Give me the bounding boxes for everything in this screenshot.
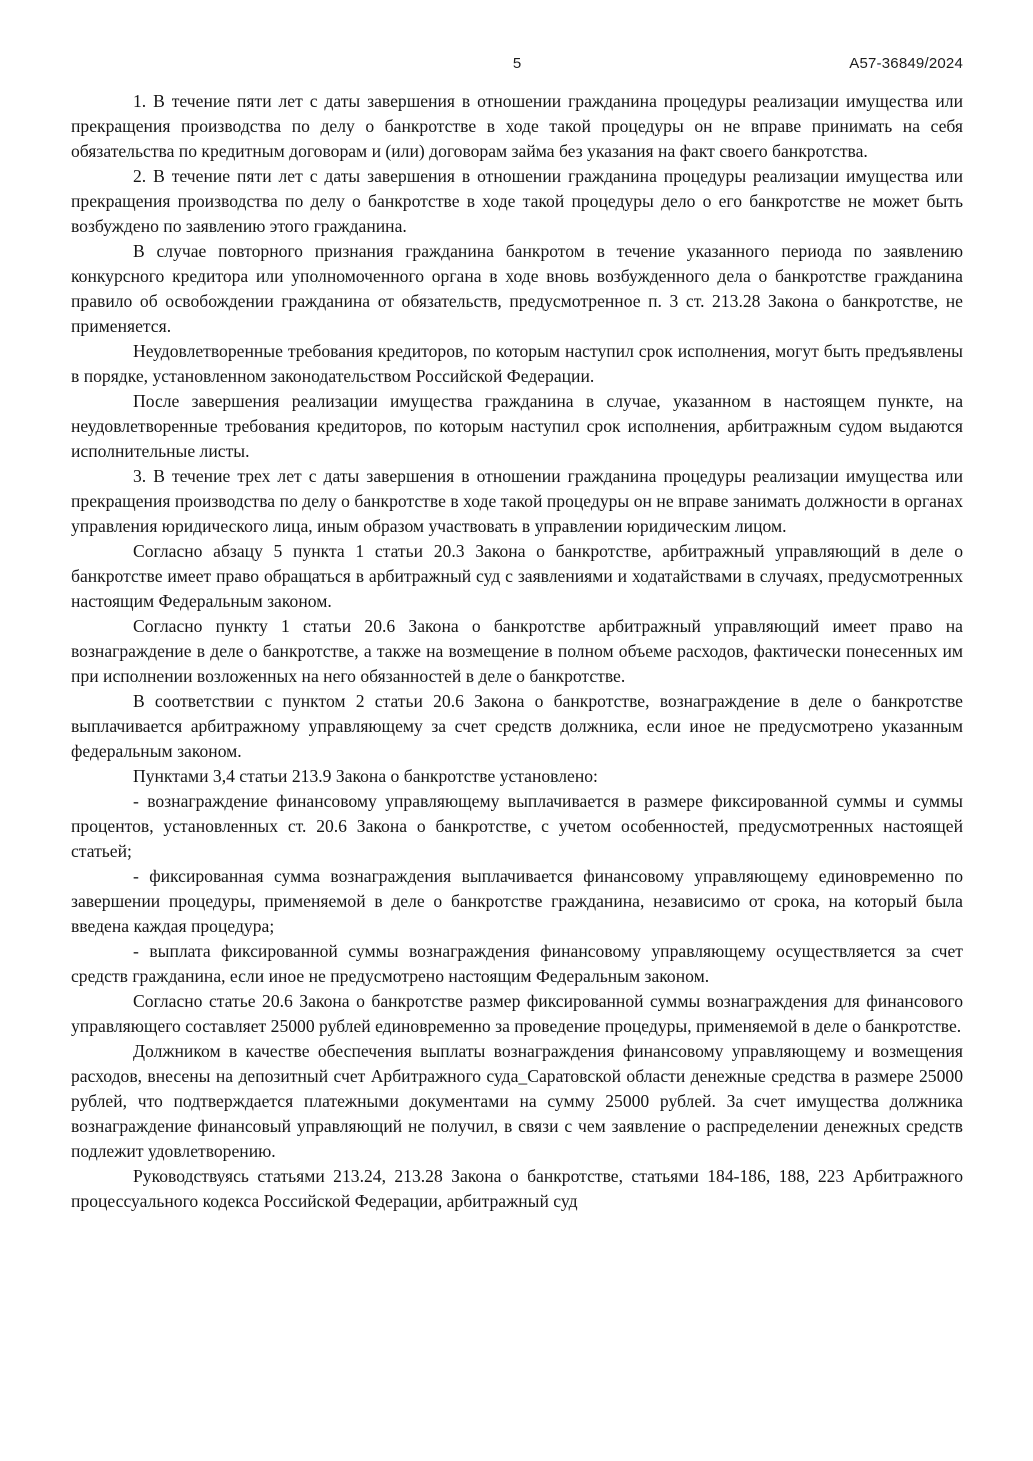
paragraph: - вознаграждение финансовому управляющему выплачивается в размере фиксированной суммы и суммы процентов, установленных ст. 20.6 Закона о банкротстве, с учетом особенностей, предусмотренных настоящей статьей;	[71, 791, 963, 861]
paragraph: Согласно статье 20.6 Закона о банкротстве размер фиксированной суммы вознаграждения для финансового управляющего составляет 25000 рублей единовременно за проведение процедуры, применяемой в деле о банкротстве.	[71, 991, 963, 1036]
paragraph: После завершения реализации имущества гражданина в случае, указанном в настоящем пункте, на неудовлетворенные требования кредиторов, по которым наступил срок исполнения, арбитражным судом выдаются исполнительные листы.	[71, 391, 963, 461]
paragraph: Неудовлетворенные требования кредиторов, по которым наступил срок исполнения, могут быть предъявлены в порядке, установленном законодательством Российской Федерации.	[71, 341, 963, 386]
paragraph: - выплата фиксированной суммы вознаграждения финансовому управляющему осуществляется за счет средств гражданина, если иное не предусмотрено настоящим Федеральным законом.	[71, 941, 963, 986]
page-number: 5	[512, 55, 522, 72]
paragraph: - фиксированная сумма вознаграждения выплачивается финансовому управляющему единовременно по завершении процедуры, применяемой в деле о банкротстве гражданина, независимо от срока, на который была введена каждая процедура;	[71, 866, 963, 936]
paragraph: 3. В течение трех лет с даты завершения в отношении гражданина процедуры реализации имущества или прекращения производства по делу о банкротстве в ходе такой процедуры он не вправе занимать должности в органах управления юридического лица, иным образом участвовать в управлении юридическим лицом.	[71, 466, 963, 536]
paragraph: В соответствии с пунктом 2 статьи 20.6 Закона о банкротстве, вознаграждение в деле о банкротстве выплачивается арбитражному управляющему за счет средств должника, если иное не предусмотрено указанным федеральным законом.	[71, 691, 963, 761]
paragraph: Согласно пункту 1 статьи 20.6 Закона о банкротстве арбитражный управляющий имеет право на вознаграждение в деле о банкротстве, а также на возмещение в полном объеме расходов, фактически понесенных им при исполнении возложенных на него обязанностей в деле о банкротстве.	[71, 616, 963, 686]
page-header	[71, 55, 963, 75]
paragraph: Должником в качестве обеспечения выплаты вознаграждения финансовому управляющему и возмещения расходов, внесены на депозитный счет Арбитражного суда_Саратовской области денежные средства в размере 25000 рублей, что подтверждается платежными документами на сумму 25000 рублей. За счет имущества должника вознаграждение финансовый управляющий не получил, в связи с чем заявление о распределении денежных средств подлежит удовлетворению.	[71, 1041, 963, 1161]
paragraph: 1. В течение пяти лет с даты завершения в отношении гражданина процедуры реализации имущества или прекращения производства по делу о банкротстве в ходе такой процедуры он не вправе принимать на себя обязательства по кредитным договорам и (или) договорам займа без указания на факт своего банкротства.	[71, 91, 963, 161]
paragraph: 2. В течение пяти лет с даты завершения в отношении гражданина процедуры реализации имущества или прекращения производства по делу о банкротстве в ходе такой процедуры дело о его банкротстве не может быть возбуждено по заявлению этого гражданина.	[71, 166, 963, 236]
document-body	[71, 89, 963, 1214]
case-number: А57-36849/2024	[849, 55, 963, 72]
paragraph: В случае повторного признания гражданина банкротом в течение указанного периода по заявлению конкурсного кредитора или уполномоченного органа в ходе вновь возбужденного дела о банкротстве гражданина правило об освобождении гражданина от обязательств, предусмотренное п. 3 ст. 213.28 Закона о банкротстве, не применяется.	[71, 241, 963, 336]
paragraph: Согласно абзацу 5 пункта 1 статьи 20.3 Закона о банкротстве, арбитражный управляющий в деле о банкротстве имеет право обращаться в арбитражный суд с заявлениями и ходатайствами в случаях, предусмотренных настоящим Федеральным законом.	[71, 541, 963, 611]
paragraph: Руководствуясь статьями 213.24, 213.28 Закона о банкротстве, статьями 184-186, 188, 223 Арбитражного процессуального кодекса Российской Федерации, арбитражный суд	[71, 1166, 963, 1211]
paragraph: Пунктами 3,4 статьи 213.9 Закона о банкротстве установлено:	[133, 766, 598, 786]
